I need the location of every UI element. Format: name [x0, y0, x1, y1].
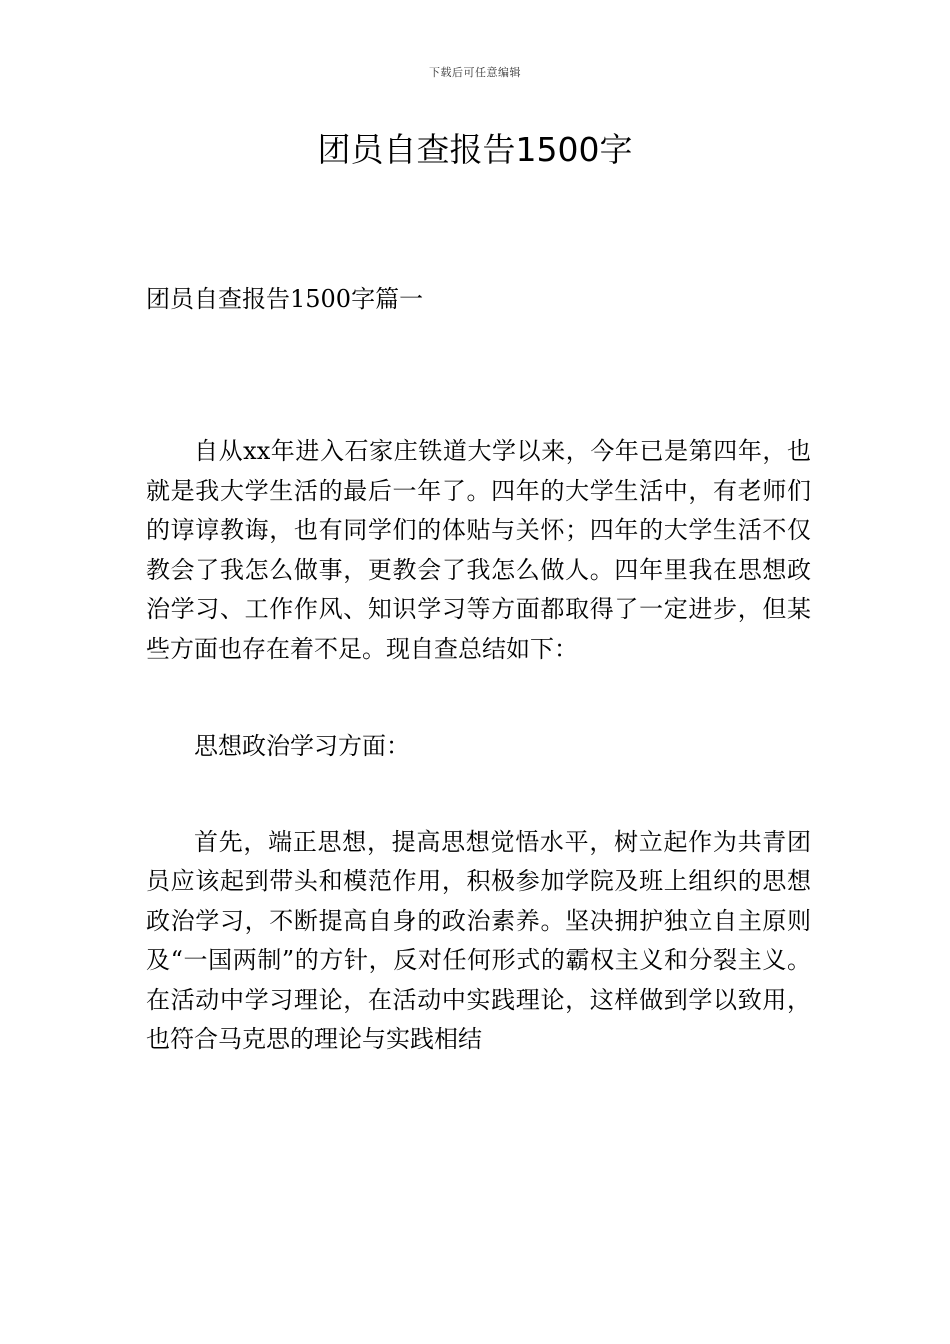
header-note: 下载后可任意编辑 [429, 66, 521, 79]
spacer [146, 320, 811, 432]
document-title: 团员自查报告1500字 [317, 130, 633, 169]
paragraph-political-study: 首先，端正思想，提高思想觉悟水平，树立起作为共青团员应该起到带头和模范作用，积极参加学院及班上组织的思想政治学习，不断提高自身的政治素养。坚决拥护独立自主原则及“一国两制”的方针，反对任何形式的霸权主义和分裂主义。在活动中学习理论，在活动中实践理论，这样做到学以致用，也符合马克思的理论与实践相结 [146, 827, 811, 1053]
document-body [146, 280, 811, 1060]
section-title: 团员自查报告1500字篇一 [146, 285, 424, 313]
paragraph-intro: 自从xx年进入石家庄铁道大学以来，今年已是第四年，也就是我大学生活的最后一年了。四年的大学生活中，有老师们的谆谆教诲，也有同学们的体贴与关怀；四年的大学生活不仅教会了我怎么做事，更教会了我怎么做人。四年里我在思想政治学习、工作作风、知识学习等方面都取得了一定进步，但某些方面也存在着不足。现自查总结如下： [146, 437, 811, 663]
spacer [146, 669, 811, 727]
spacer [146, 767, 811, 823]
subheading-political-study: 思想政治学习方面： [194, 732, 410, 760]
